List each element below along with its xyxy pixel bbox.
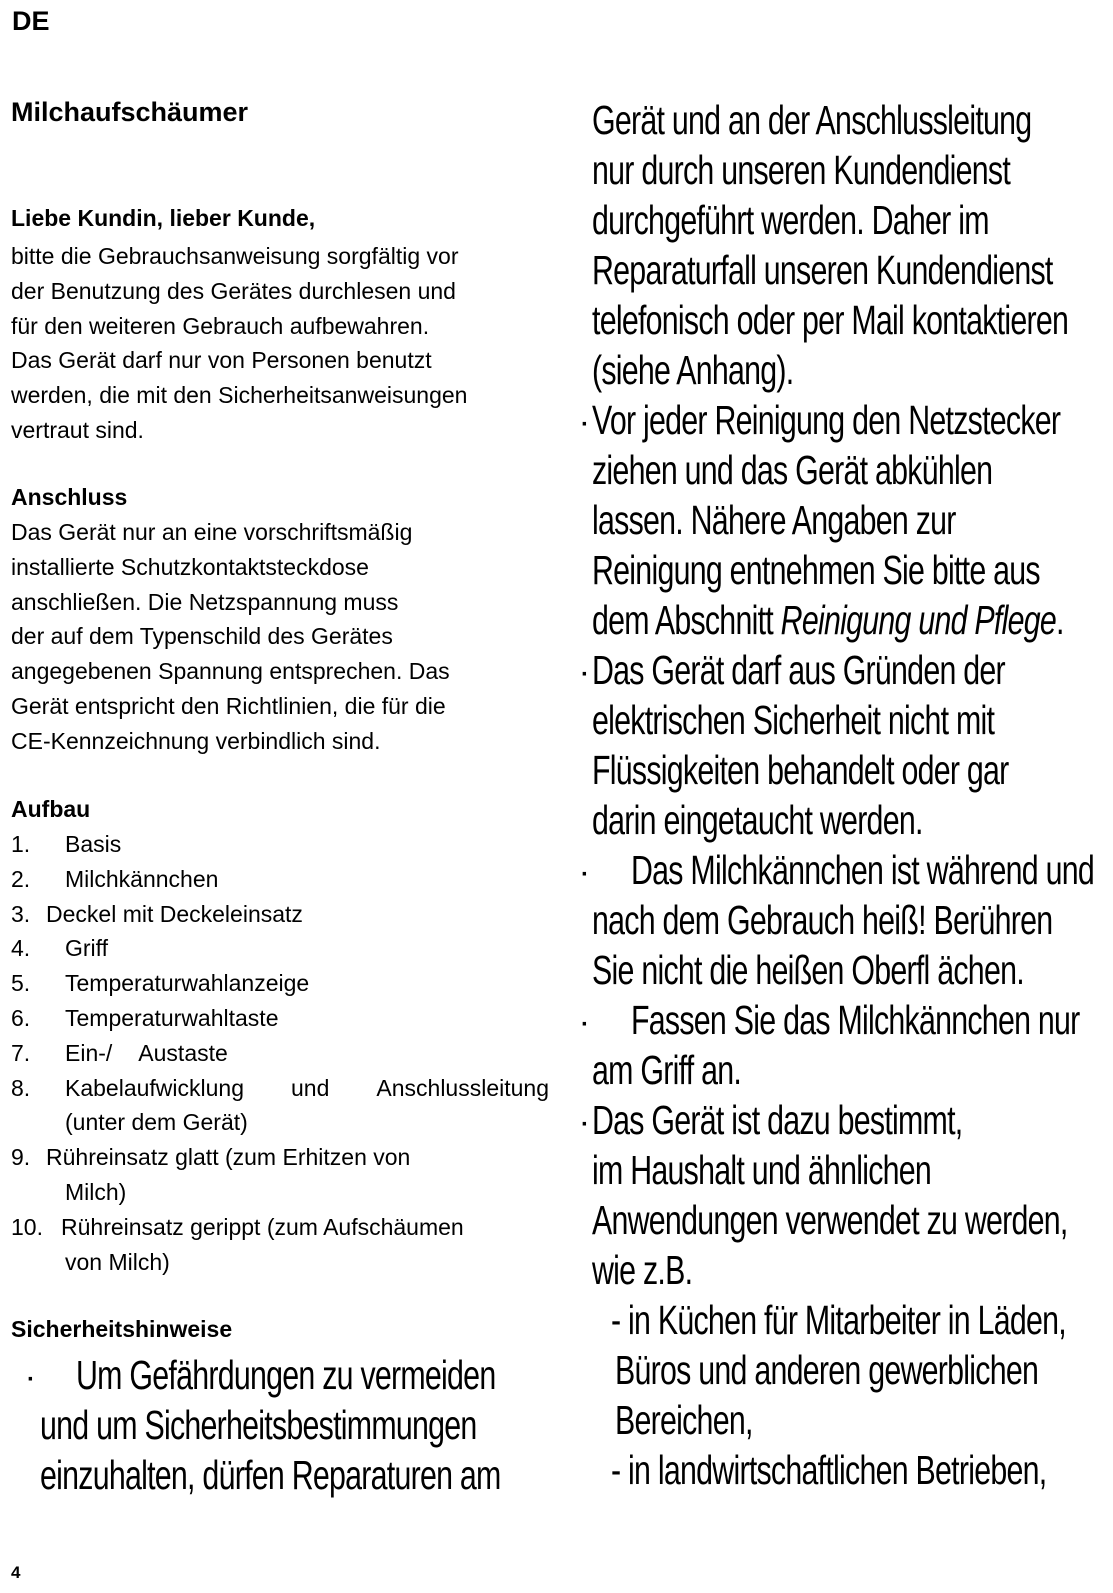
list-item: 9. Rühreinsatz glatt (zum Erhitzen von (11, 1144, 411, 1171)
safety-text-line: Reinigung entnehmen Sie bitte aus (592, 547, 1040, 593)
safety-text-line: Das Gerät ist dazu bestimmt, (592, 1097, 963, 1143)
safety-text-line: elektrischen Sicherheit nicht mit (592, 697, 995, 743)
list-item-continuation: von Milch) (65, 1248, 170, 1275)
safety-text-line: am Griff an. (592, 1047, 742, 1093)
page-number: 4 (11, 1563, 21, 1582)
list-item: 2. Milchkännchen (11, 865, 219, 892)
safety-text-line: dem Abschnitt Reinigung und Pflege. (592, 597, 1064, 643)
safety-text-line: wie z.B. (592, 1247, 693, 1293)
safety-text-line: einzuhalten, dürfen Reparaturen am (40, 1452, 501, 1498)
safety-text-line: darin eingetaucht werden. (592, 797, 923, 843)
safety-text-line: Flüssigkeiten behandelt oder gar (592, 747, 1009, 793)
list-item: 6. Temperaturwahltaste (11, 1004, 279, 1031)
page-title: Milchaufschäumer (11, 97, 249, 127)
list-item: 3. Deckel mit Deckeleinsatz (11, 900, 303, 927)
safety-text-line: Vor jeder Reinigung den Netzstecker (592, 397, 1061, 443)
parts-list (11, 827, 551, 1279)
list-item-continuation: Milch) (65, 1178, 127, 1205)
safety-text-line: nur durch unseren Kundendienst (592, 147, 1011, 193)
safety-text-line: Fassen Sie das Milchkännchen nur (631, 997, 1080, 1043)
sicherheit-heading: Sicherheitshinweise (11, 1316, 233, 1342)
list-item: 7. Ein-/ Austaste (11, 1039, 228, 1066)
safety-text-line: durchgeführt werden. Daher im (592, 197, 989, 243)
safety-text-line: telefonisch oder per Mail kontaktieren (592, 297, 1069, 343)
safety-text-line: Gerät und an der Anschlussleitung (592, 97, 1032, 143)
list-item: 5. Temperaturwahlanzeige (11, 970, 310, 997)
bullet: · (581, 861, 589, 888)
greeting-heading: Liebe Kundin, lieber Kunde, (11, 205, 316, 231)
safety-text-line: - in landwirtschaftlichen Betrieben, (611, 1447, 1047, 1493)
safety-text-line: Bereichen, (615, 1397, 753, 1443)
list-item: 10. Rühreinsatz gerippt (zum Aufschäumen (11, 1213, 464, 1240)
language-label: DE (12, 6, 50, 36)
safety-text-line: Das Gerät darf aus Gründen der (592, 647, 1005, 693)
safety-text-line: ziehen und das Gerät abkühlen (592, 447, 993, 493)
bullet: · (581, 411, 589, 438)
anschluss-heading: Anschluss (11, 484, 128, 510)
safety-text-line: Anwendungen verwendet zu werden, (592, 1197, 1068, 1243)
list-item: 8. Kabelaufwicklung und Anschlussleitung (11, 1074, 549, 1101)
greeting-text: bitte die Gebrauchsanweisung sorgfältig vor der Benutzung des Gerätes durchlesen und für den weiteren Gebrauch aufbewahren. Das Gerät darf nur von Personen benutzt werden, die mit den Sicherheitsanweisungen vertraut sind. (11, 243, 468, 443)
safety-text-line: und um Sicherheitsbestimmungen (40, 1402, 477, 1448)
bullet: · (27, 1366, 35, 1393)
bullet: · (581, 1111, 589, 1138)
safety-text-line: Büros und anderen gewerblichen (615, 1347, 1039, 1393)
safety-text-line: Reparaturfall unseren Kundendienst (592, 247, 1053, 293)
safety-text-line: - in Küchen für Mitarbeiter in Läden, (611, 1297, 1066, 1343)
safety-text-line: (siehe Anhang). (592, 347, 794, 393)
safety-text-line: nach dem Gebrauch heiß! Berühren (592, 897, 1053, 943)
safety-text-line: lassen. Nähere Angaben zur (592, 497, 956, 543)
safety-text-line: Sie nicht die heißen Oberfl ächen. (592, 947, 1024, 993)
aufbau-heading: Aufbau (11, 796, 91, 822)
safety-text-line: Das Milchkännchen ist während und (631, 847, 1094, 893)
safety-text-line: Um Gefährdungen zu vermeiden (76, 1352, 496, 1398)
bullet: · (581, 1011, 589, 1038)
bullet: · (581, 661, 589, 688)
list-item-continuation: (unter dem Gerät) (65, 1109, 248, 1136)
list-item: 4. Griff (11, 935, 109, 962)
anschluss-text: Das Gerät nur an eine vorschriftsmäßig installierte Schutzkontaktsteckdose anschließen. Die Netzspannung muss der auf dem Typenschild des Gerätes angegebenen Spannung entsprechen. Das Gerät entspricht den Richtlinien, die für die CE-Kennzeichnung verbindlich sind. (11, 519, 450, 754)
safety-text-line: im Haushalt und ähnlichen (592, 1147, 932, 1193)
list-item: 1. Basis (11, 831, 122, 857)
